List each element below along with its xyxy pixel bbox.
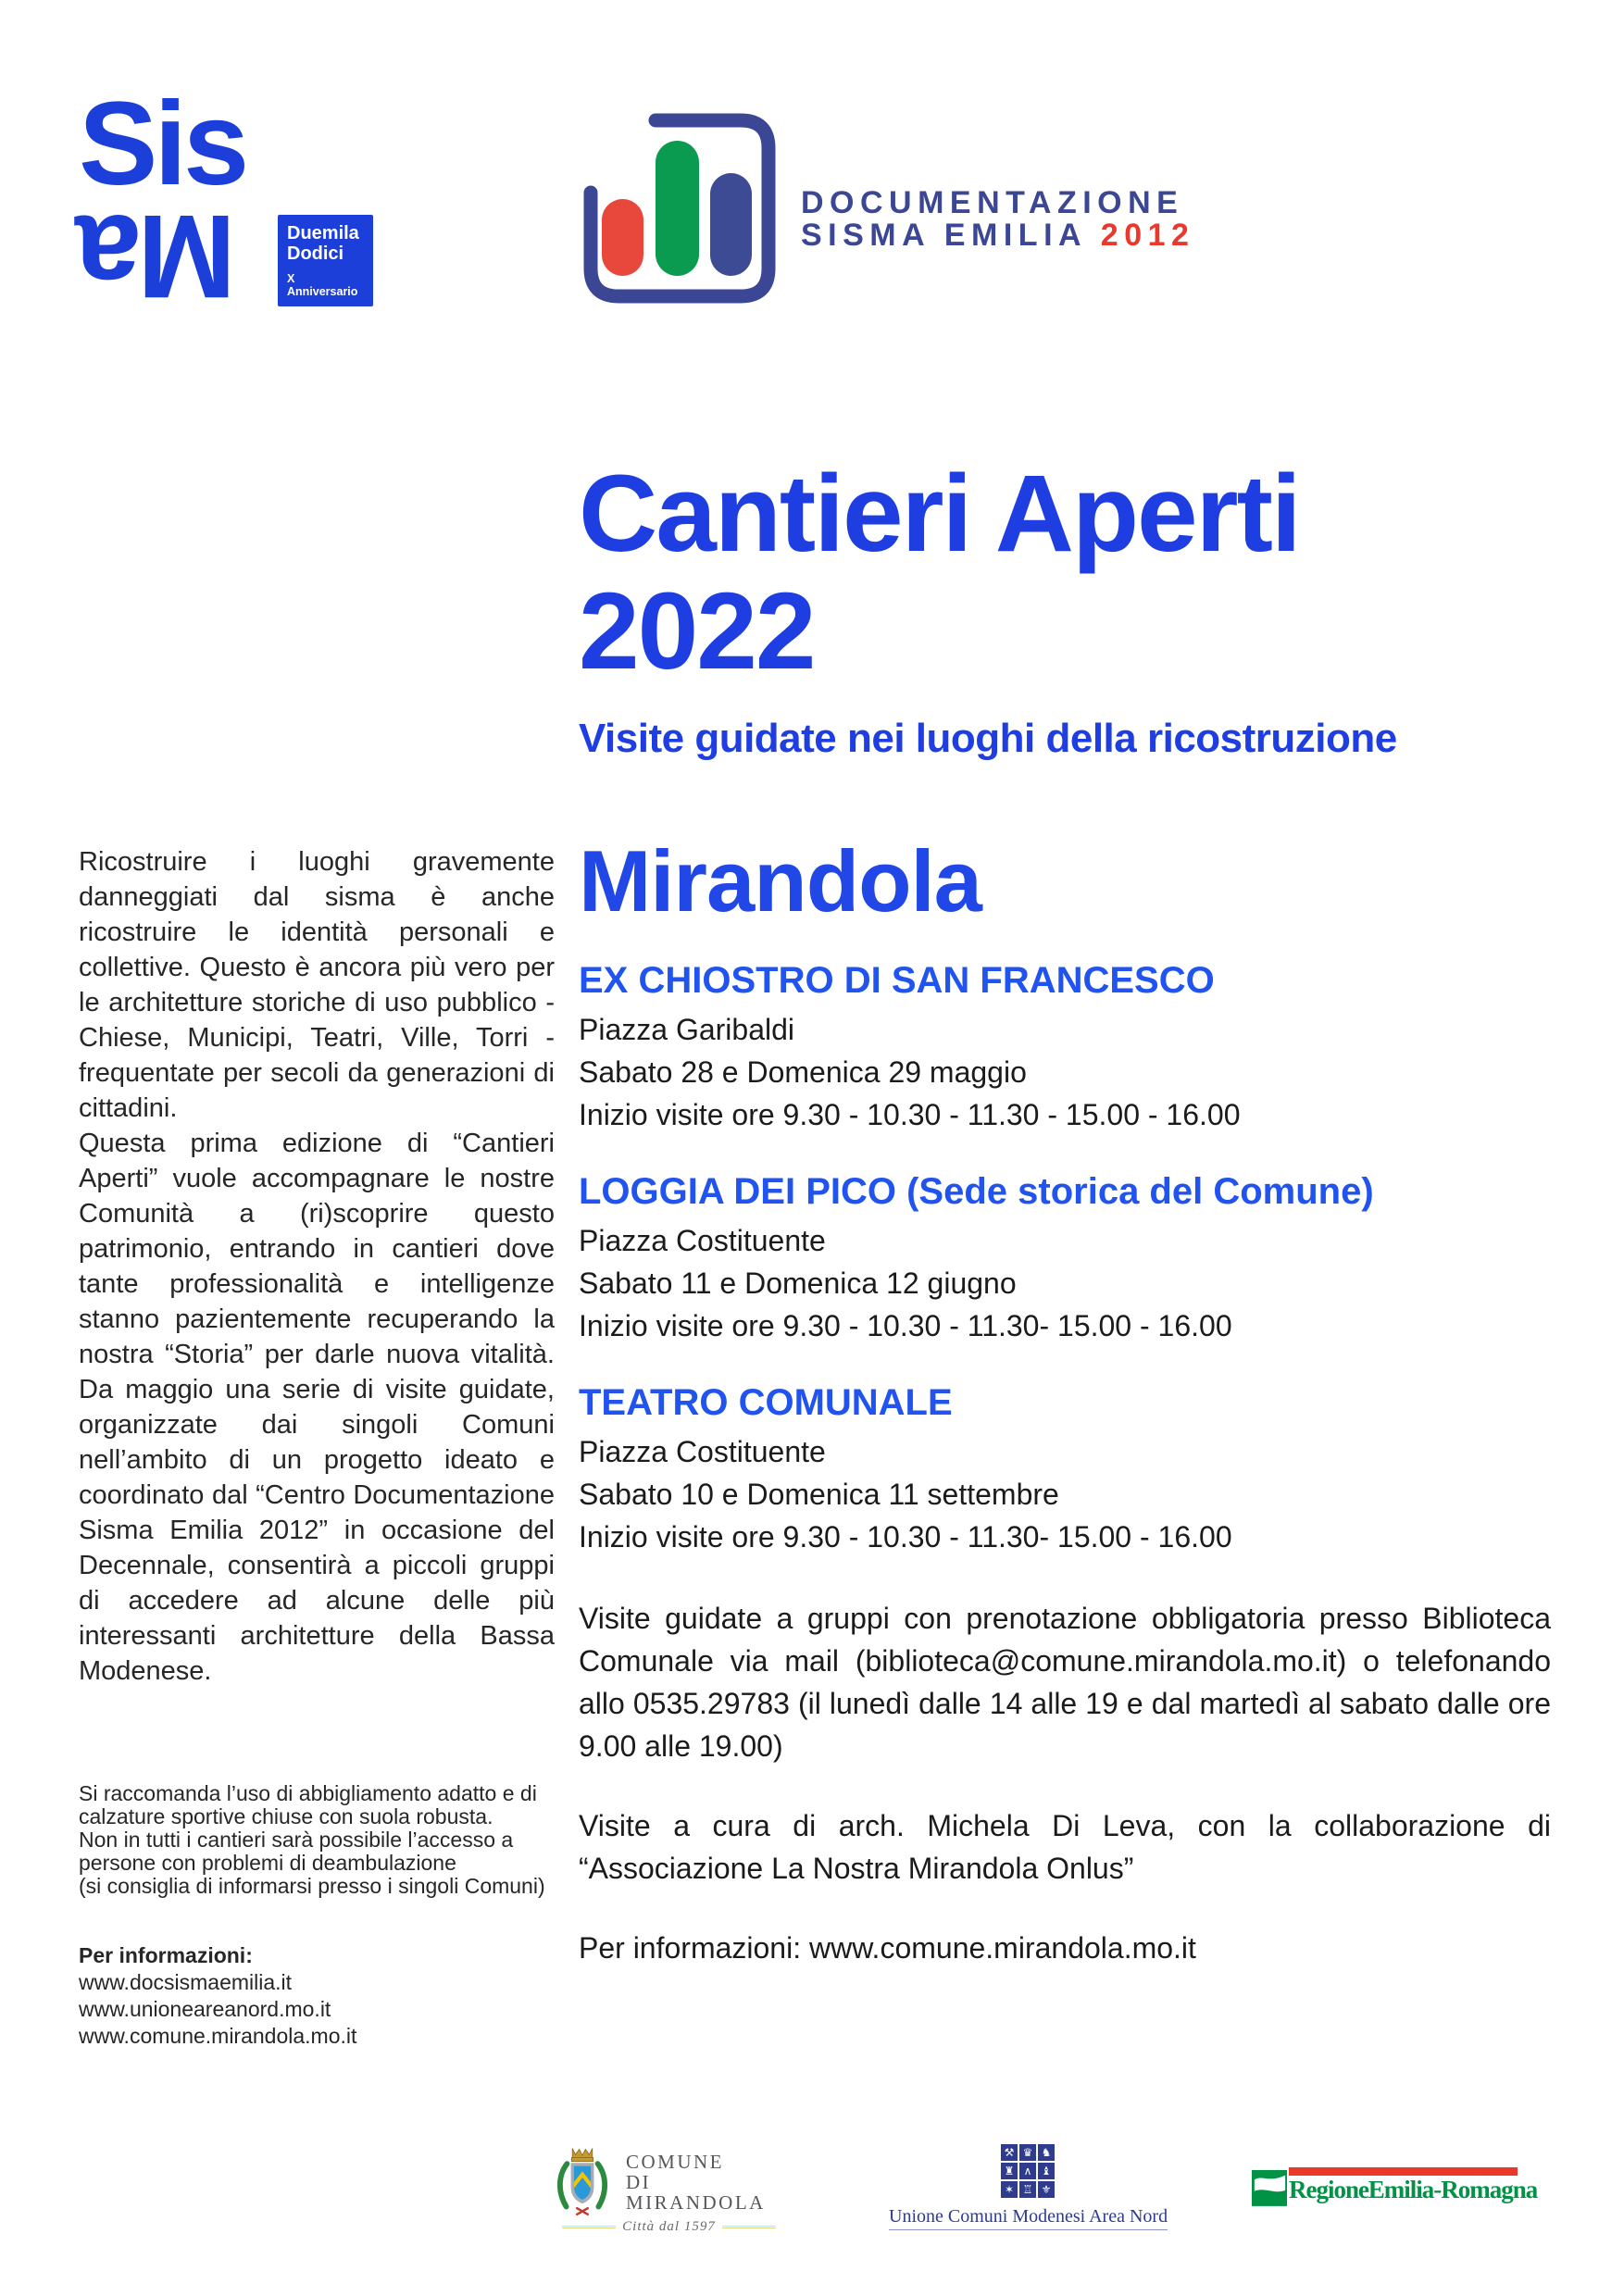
venue-title: TEATRO COMUNALE	[579, 1382, 953, 1423]
note-line: (si consiglia di informarsi presso i singoli Comuni)	[79, 1874, 545, 1898]
documentazione-line2: SISMA EMILIA 2012	[801, 218, 1195, 253]
badge-duemila: Duemila	[287, 223, 359, 243]
city-program	[579, 832, 1551, 1969]
curator-paragraph: Visite a cura di arch. Michela Di Leva, con la collaborazione di “Associazione La Nostra Mirandola Onlus”	[579, 1809, 1551, 1885]
info-website: www.docsismaemilia.it	[79, 1970, 293, 1994]
documentazione-line1: DOCUMENTAZIONE	[801, 185, 1184, 220]
regione-wordmark	[1289, 2167, 1537, 2206]
intro-column	[79, 844, 555, 1689]
recommendations-note	[79, 1782, 545, 1898]
venue-address: Piazza Costituente	[579, 1435, 826, 1468]
venue-address: Piazza Garibaldi	[579, 1013, 794, 1046]
comune-tagline: Città dal 1597	[556, 2219, 782, 2235]
venue-times: Inizio visite ore 9.30 - 10.30 - 11.30- 15.00 - 16.00	[579, 1309, 1232, 1342]
info-link-line: Per informazioni: www.comune.mirandola.mo.it	[579, 1931, 1196, 1965]
comune-wordmark	[626, 2152, 766, 2221]
info-block	[79, 1942, 356, 2050]
comune-line3: MIRANDOLA	[626, 2191, 766, 2214]
sisma-logo-sis: Sis	[79, 78, 246, 210]
tagline-rule-right	[722, 2226, 776, 2228]
unione-grid-glyph: ⚜	[1038, 2181, 1055, 2198]
documentazione-sisma-logo	[581, 111, 1195, 306]
page-title-line1: Cantieri Aperti	[579, 453, 1300, 575]
unione-grid-glyph: ✶	[1001, 2181, 1018, 2198]
venue-title: LOGGIA DEI PICO (Sede storica del Comune)	[579, 1171, 1374, 1212]
venue-title: EX CHIOSTRO DI SAN FRANCESCO	[579, 960, 1215, 1001]
sisma-logo-ma-rotated: Ma	[79, 189, 236, 322]
venue-ex-chiostro	[579, 958, 1551, 1136]
city-name: Mirandola	[579, 832, 981, 930]
venue-loggia-dei-pico	[579, 1169, 1551, 1347]
note-line: Non in tutti i cantieri sarà possibile l’accesso a	[79, 1828, 514, 1852]
sisma-logo	[79, 78, 359, 322]
regione-red-bar	[1289, 2167, 1518, 2176]
badge-anniversario: X Anniversario	[287, 272, 358, 298]
unione-grid-glyph: ⚒	[1001, 2144, 1018, 2161]
unione-grid-glyph: ♛	[1019, 2144, 1036, 2161]
unione-label: Unione Comuni Modenesi Area Nord	[889, 2206, 1168, 2230]
note-line: Si raccomanda l’uso di abbigliamento adatto e di	[79, 1781, 537, 1805]
note-line: calzature sportive chiuse con suola robusta.	[79, 1804, 493, 1828]
comune-line1: COMUNE	[626, 2151, 725, 2173]
intro-paragraph-1: Ricostruire i luoghi gravemente danneggiati dal sisma è anche ricostruire le identità personali e collettive. Questo è ancora più vero per le architetture storiche di uso pubblico - Chiese, Municipi, Teatri, Ville, Torri - frequentate per secoli da generazioni di cittadini.	[79, 847, 555, 1123]
comune-mirandola-logo	[556, 2143, 766, 2234]
unione-heraldic-grid-icon	[1001, 2144, 1055, 2198]
documentazione-wordmark	[801, 187, 1194, 252]
info-heading: Per informazioni:	[79, 1943, 253, 1967]
venue-dates: Sabato 10 e Domenica 11 settembre	[579, 1478, 1059, 1511]
note-line: persone con problemi di deambulazione	[79, 1851, 456, 1875]
bar-chart-frame-icon	[581, 111, 778, 306]
tagline-rule-left	[562, 2226, 616, 2228]
info-website: www.unioneareanord.mo.it	[79, 1997, 331, 2021]
sisma-anniversary-badge	[278, 215, 373, 306]
venue-dates: Sabato 11 e Domenica 12 giugno	[579, 1267, 1017, 1300]
page-title-line2: 2022	[579, 570, 815, 693]
badge-dodici: Dodici	[287, 243, 344, 265]
venue-teatro-comunale	[579, 1380, 1551, 1558]
title-block	[579, 455, 1397, 762]
intro-paragraph-2: Questa prima edizione di “Cantieri Aperti” vuole accompagnare le nostre Comunità a (ri)scoprire questo patrimonio, entrando in cantieri dove tante professionalità e intelligenze stanno pazientemente recuperando la nostra “Storia” per darle nuova vitalità. Da maggio una serie di visite guidate, organizzate dai singoli Comuni nell’ambito di un progetto ideato e coordinato dal “Centro Documentazione Sisma Emilia 2012” in occasione del Decennale, consentirà a piccoli gruppi di accedere ad alcune delle più interessanti architetture della Bassa Modenese.	[79, 1129, 555, 1686]
info-website: www.comune.mirandola.mo.it	[79, 2024, 357, 2048]
venue-times: Inizio visite ore 9.30 - 10.30 - 11.30 - 15.00 - 16.00	[579, 1098, 1241, 1131]
comune-crest-icon	[556, 2143, 609, 2221]
unione-comuni-logo	[889, 2144, 1167, 2230]
comune-line2: DI	[626, 2171, 652, 2193]
regione-square-icon	[1252, 2167, 1287, 2206]
venue-dates: Sabato 28 e Domenica 29 maggio	[579, 1055, 1027, 1089]
unione-grid-glyph: ∧	[1019, 2163, 1036, 2179]
page-subtitle: Visite guidate nei luoghi della ricostruzione	[579, 715, 1397, 761]
venue-address: Piazza Costituente	[579, 1224, 826, 1257]
unione-grid-glyph: ♖	[1019, 2181, 1036, 2198]
venue-times: Inizio visite ore 9.30 - 10.30 - 11.30- 15.00 - 16.00	[579, 1520, 1232, 1554]
regione-emilia-romagna-logo	[1252, 2167, 1537, 2206]
regione-label: Regione Emilia-Romagna	[1289, 2176, 1538, 2203]
unione-grid-glyph: ♞	[1038, 2144, 1055, 2161]
documentazione-year: 2012	[1100, 218, 1195, 253]
booking-paragraph: Visite guidate a gruppi con prenotazione obbligatoria presso Biblioteca Comunale via mail (biblioteca@comune.mirandola.mo.it) o telefonando allo 0535.29783 (il lunedì dalle 14 alle 19 e dal martedì al sabato dalle ore 9.00 alle 19.00)	[579, 1602, 1551, 1763]
unione-grid-glyph: ♝	[1038, 2163, 1055, 2179]
unione-grid-glyph: ♜	[1001, 2163, 1018, 2179]
